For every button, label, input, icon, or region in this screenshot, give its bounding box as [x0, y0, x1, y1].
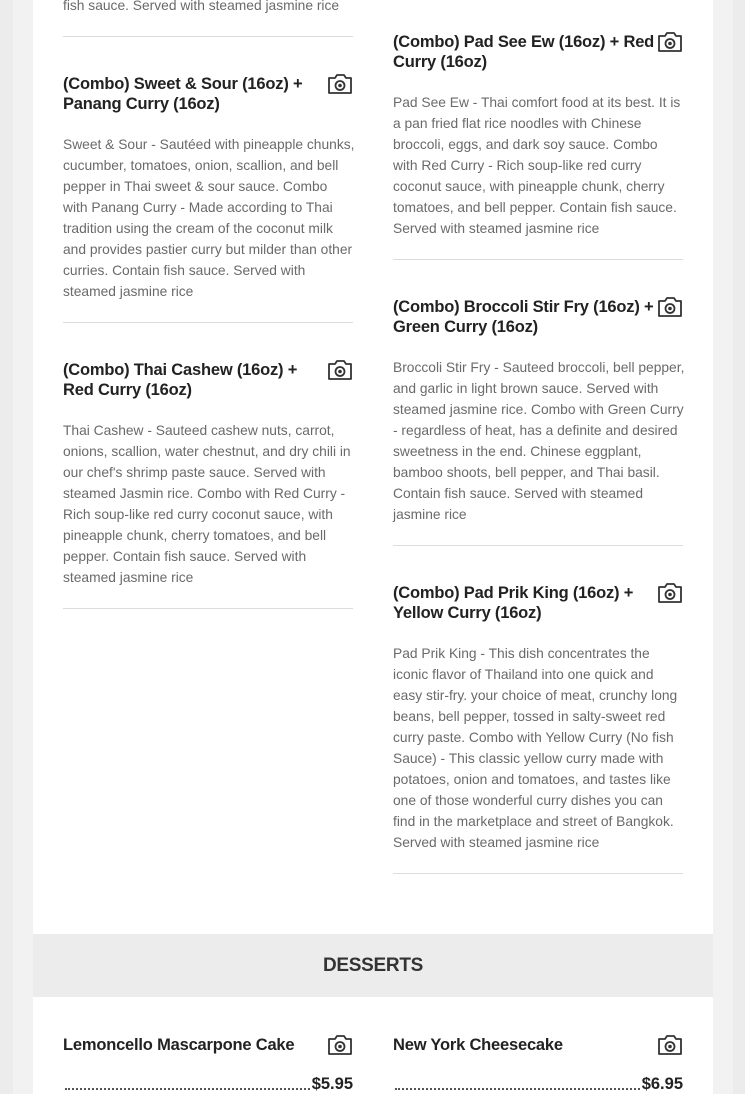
menu-item-title: (Combo) Sweet & Sour (16oz) + Panang Curry (16oz)	[63, 75, 303, 113]
camera-icon[interactable]	[657, 297, 683, 317]
menu-item-ny-cheesecake[interactable]	[393, 1035, 683, 1055]
price-row	[393, 1072, 683, 1094]
menu-item-description: Broccoli Stir Fry - Sauteed broccoli, bell pepper, and garlic in light brown sauce. Served with steamed jasmine rice. Combo with Green Curry - regardless of heat, has a definite and desired sweetness in the end. Chinese eggplant, bamboo shoots, bell pepper, and Thai basil. Contain fish sauce. Served with steamed jasmine rice	[393, 360, 685, 522]
menu-item-price: $5.95	[311, 1075, 353, 1093]
desserts-section-header	[33, 934, 713, 997]
menu-item-lemoncello-cake[interactable]	[63, 1035, 353, 1055]
menu-item-title: Lemoncello Mascarpone Cake	[63, 1036, 295, 1054]
menu-item-title: (Combo) Thai Cashew (16oz) + Red Curry (16oz)	[63, 361, 298, 399]
item-divider	[393, 259, 683, 260]
menu-item-title: (Combo) Broccoli Stir Fry (16oz) + Green Curry (16oz)	[393, 298, 654, 336]
page-background	[13, 0, 733, 1094]
item-divider	[393, 873, 683, 874]
menu-item-pad-prik-king-yellow-curry[interactable]	[393, 583, 683, 853]
menu-item-description: Pad Prik King - This dish concentrates the iconic flavor of Thailand into one quick and easy stir-fry. your choice of meat, crunchy long beans, bell pepper, tossed in salty-sweet red curry paste. Combo with Yellow Curry (No fish Sauce) - This classic yellow curry made with potatoes, onion and tomatoes, and tastes like one of those wonderful curry dishes you can find in the marketplace and street of Bangkok. Served with steamed jasmine rice	[393, 646, 678, 850]
item-divider	[63, 322, 353, 323]
camera-icon[interactable]	[327, 360, 353, 380]
menu-item-title: (Combo) Pad See Ew (16oz) + Red Curry (16oz)	[393, 33, 655, 71]
camera-icon[interactable]	[327, 1035, 353, 1055]
menu-item-broccoli-green-curry[interactable]	[393, 297, 683, 525]
previous-item-description-fragment: fish sauce. Served with steamed jasmine rice	[63, 0, 340, 13]
menu-item-description: Thai Cashew - Sauteed cashew nuts, carrot, onions, scallion, water chestnut, and dry chili in our chef's shrimp paste sauce. Served with steamed Jasmin rice. Combo with Red Curry - Rich soup-like red curry coconut sauce, with pineapple chunk, cherry tomatoes, and bell pepper. Contain fish sauce. Served with steamed jasmine rice	[63, 423, 351, 585]
menu-item-sweet-sour-panang[interactable]	[63, 74, 353, 302]
item-divider	[63, 608, 353, 609]
menu-item-thai-cashew-red-curry[interactable]	[63, 360, 353, 588]
price-leader-dots	[65, 1088, 310, 1090]
menu-item-pad-see-ew-red-curry[interactable]	[393, 32, 683, 239]
menu-card	[33, 0, 713, 1094]
menu-item-price: $6.95	[641, 1075, 683, 1093]
price-row	[63, 1072, 353, 1094]
menu-item-description: Pad See Ew - Thai comfort food at its best. It is a pan fried flat rice noodles with Chinese broccoli, eggs, and dark soy sauce. Combo with Red Curry - Rich soup-like red curry coconut sauce, with pineapple chunk, cherry tomatoes, and bell pepper. Contain fish sauce. Served with steamed jasmine rice	[393, 95, 681, 236]
item-divider	[393, 545, 683, 546]
camera-icon[interactable]	[657, 1035, 683, 1055]
menu-item-title: (Combo) Pad Prik King (16oz) + Yellow Curry (16oz)	[393, 584, 634, 622]
section-title: DESSERTS	[322, 954, 423, 976]
menu-item-title: New York Cheesecake	[393, 1036, 563, 1054]
menu-item-description: Sweet & Sour - Sautéed with pineapple chunks, cucumber, tomatoes, onion, scallion, and bell pepper in Thai sweet & sour sauce. Combo with Panang Curry - Made according to Thai tradition using the cream of the coconut milk and provides pastier curry but milder than other curries. Contain fish sauce. Served with steamed jasmine rice	[63, 137, 355, 299]
item-divider	[63, 36, 353, 37]
camera-icon[interactable]	[657, 32, 683, 52]
camera-icon[interactable]	[327, 74, 353, 94]
price-leader-dots	[395, 1088, 640, 1090]
camera-icon[interactable]	[657, 583, 683, 603]
